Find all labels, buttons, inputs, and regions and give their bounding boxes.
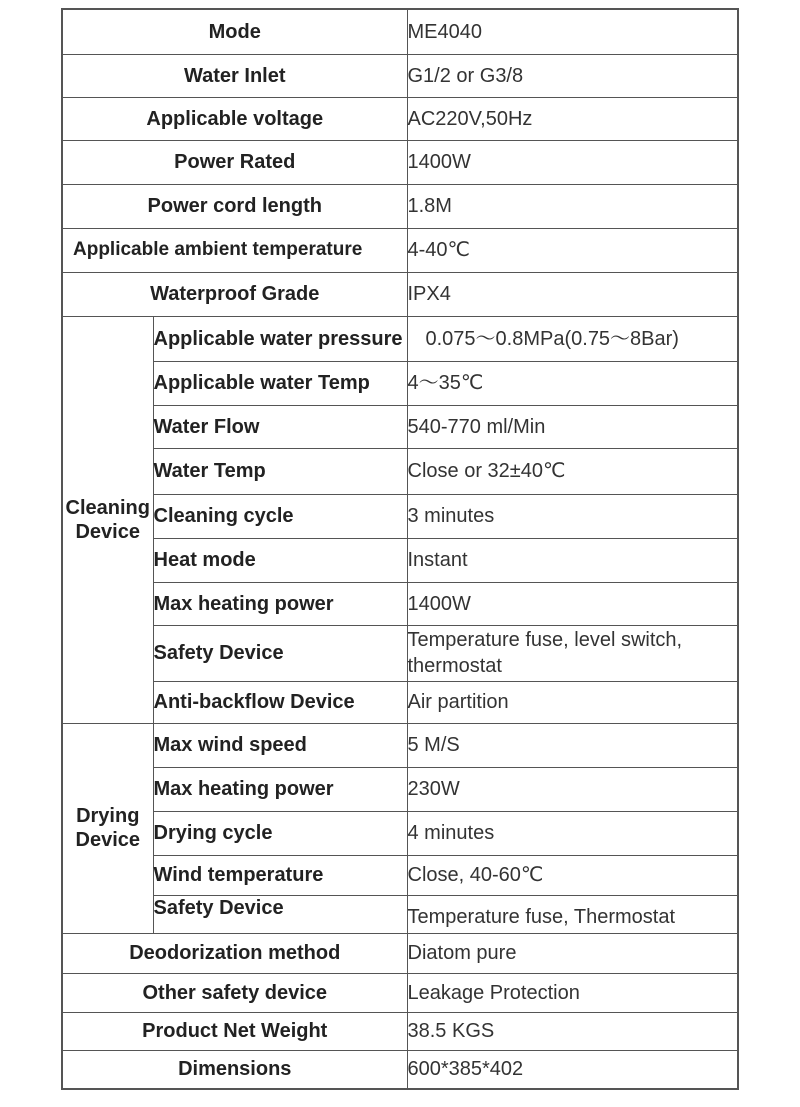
group-label-drying-device bbox=[62, 723, 153, 933]
row-label: Heat mode bbox=[153, 538, 407, 582]
group-label-line: Drying bbox=[76, 805, 140, 827]
row-value: G1/2 or G3/8 bbox=[407, 54, 738, 97]
table-row-water-temp bbox=[62, 448, 738, 494]
group-label-line: Device bbox=[75, 829, 140, 851]
row-value: Instant bbox=[407, 538, 738, 582]
table-row-power-cord-length bbox=[62, 184, 738, 228]
table-row-cleaning-cycle bbox=[62, 494, 738, 538]
row-label: Wind temperature bbox=[153, 855, 407, 895]
row-label: Water Inlet bbox=[62, 54, 407, 97]
table-row-deodorization bbox=[62, 933, 738, 973]
table-row-max-heating-power bbox=[62, 582, 738, 625]
row-label: Deodorization method bbox=[62, 933, 407, 973]
row-value: Temperature fuse, Thermostat bbox=[407, 895, 738, 933]
table-row-heat-mode bbox=[62, 538, 738, 582]
table-row-other-safety bbox=[62, 973, 738, 1012]
row-value: Diatom pure bbox=[407, 933, 738, 973]
row-value: 0.075～0.8MPa(0.75～8Bar) bbox=[407, 316, 738, 361]
row-label: Power Rated bbox=[62, 140, 407, 184]
row-label: Water Temp bbox=[153, 448, 407, 494]
row-label: Waterproof Grade bbox=[62, 272, 407, 316]
row-label: Applicable ambient temperature bbox=[62, 228, 407, 272]
row-label: Dimensions bbox=[62, 1050, 407, 1089]
table-row-drying-safety-device bbox=[62, 895, 738, 933]
row-label: Max wind speed bbox=[153, 723, 407, 767]
row-value: Leakage Protection bbox=[407, 973, 738, 1012]
table-row-safety-device bbox=[62, 625, 738, 681]
table-row-applicable-voltage bbox=[62, 97, 738, 140]
table-row-water-flow bbox=[62, 405, 738, 448]
table-row-dimensions bbox=[62, 1050, 738, 1089]
row-value: 600*385*402 bbox=[407, 1050, 738, 1089]
row-label: Applicable water Temp bbox=[153, 361, 407, 405]
table-row-net-weight bbox=[62, 1012, 738, 1050]
row-value: Close, 40-60℃ bbox=[407, 855, 738, 895]
table-row-power-rated bbox=[62, 140, 738, 184]
table-row-max-wind-speed bbox=[62, 723, 738, 767]
row-value: IPX4 bbox=[407, 272, 738, 316]
row-value: AC220V,50Hz bbox=[407, 97, 738, 140]
group-label-cleaning-device bbox=[62, 316, 153, 723]
row-value: 1.8M bbox=[407, 184, 738, 228]
row-label: Water Flow bbox=[153, 405, 407, 448]
row-label: Max heating power bbox=[153, 767, 407, 811]
row-value: Temperature fuse, level switch, thermostat bbox=[407, 625, 738, 681]
row-value: 4～35℃ bbox=[407, 361, 738, 405]
table-row-water-inlet bbox=[62, 54, 738, 97]
row-value: 1400W bbox=[407, 140, 738, 184]
row-value: Air partition bbox=[407, 681, 738, 723]
row-value: 4 minutes bbox=[407, 811, 738, 855]
table-row-mode bbox=[62, 9, 738, 54]
row-value: 230W bbox=[407, 767, 738, 811]
row-label: Anti-backflow Device bbox=[153, 681, 407, 723]
row-label: Other safety device bbox=[62, 973, 407, 1012]
spec-table bbox=[61, 8, 739, 1090]
row-label: Applicable water pressure bbox=[153, 316, 407, 361]
row-label: Cleaning cycle bbox=[153, 494, 407, 538]
row-label: Power cord length bbox=[62, 184, 407, 228]
row-value: Close or 32±40℃ bbox=[407, 448, 738, 494]
row-label: Safety Device bbox=[153, 625, 407, 681]
row-value: 5 M/S bbox=[407, 723, 738, 767]
table-row-water-temp-range bbox=[62, 361, 738, 405]
row-label: Max heating power bbox=[153, 582, 407, 625]
table-row-drying-heating-power bbox=[62, 767, 738, 811]
group-label-line: Cleaning bbox=[65, 496, 150, 519]
row-value: 4-40℃ bbox=[407, 228, 738, 272]
row-label: Safety Device bbox=[153, 895, 407, 933]
table-row-ambient-temperature bbox=[62, 228, 738, 272]
table-row-anti-backflow bbox=[62, 681, 738, 723]
table-row-wind-temperature bbox=[62, 855, 738, 895]
row-value: 3 minutes bbox=[407, 494, 738, 538]
table-row-drying-cycle bbox=[62, 811, 738, 855]
table-row-waterproof-grade bbox=[62, 272, 738, 316]
row-label: Applicable voltage bbox=[62, 97, 407, 140]
group-label-line: Device bbox=[75, 520, 140, 543]
row-value: 1400W bbox=[407, 582, 738, 625]
row-value: 38.5 KGS bbox=[407, 1012, 738, 1050]
row-value: 540-770 ml/Min bbox=[407, 405, 738, 448]
row-label: Product Net Weight bbox=[62, 1012, 407, 1050]
row-label: Drying cycle bbox=[153, 811, 407, 855]
table-row-water-pressure bbox=[62, 316, 738, 361]
row-label: Mode bbox=[62, 9, 407, 54]
row-value: ME4040 bbox=[407, 9, 738, 54]
